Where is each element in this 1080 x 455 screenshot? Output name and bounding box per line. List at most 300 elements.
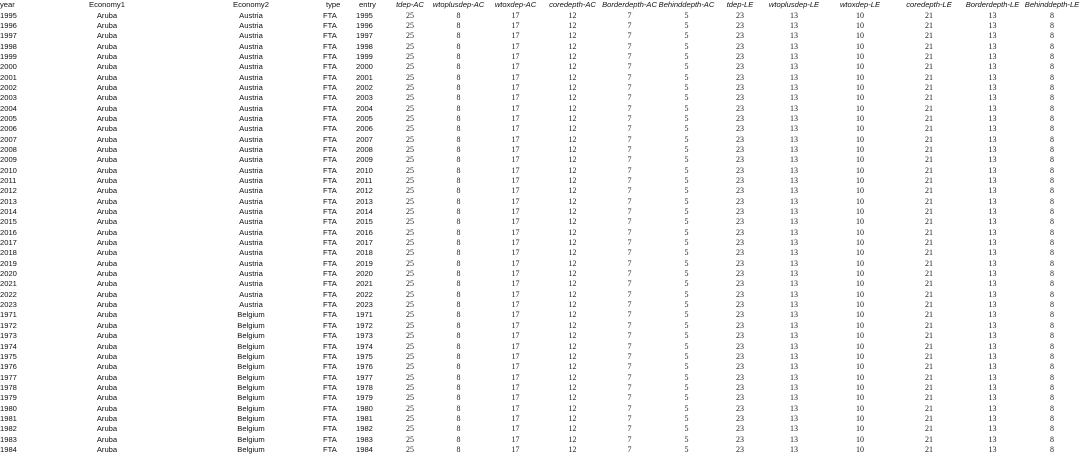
cell-wtoxdep-le[interactable]: 10 <box>856 279 864 289</box>
cell-economy1[interactable]: Aruba <box>96 248 118 258</box>
cell-type[interactable]: FTA <box>323 403 337 413</box>
cell-wtoplusdep-ac[interactable]: 8 <box>456 41 461 51</box>
cell-wtoxdep-le[interactable]: 10 <box>856 165 864 175</box>
cell-economy1[interactable]: Aruba <box>96 134 118 144</box>
col-header-behinddepth-ac[interactable]: Behinddepth-AC <box>658 0 715 10</box>
cell-behinddepth-le[interactable]: 8 <box>1050 269 1054 279</box>
cell-entry[interactable]: 2005 <box>356 113 373 123</box>
col-header-tdep-le[interactable]: tdep-LE <box>726 0 754 10</box>
cell-wtoxdep-ac[interactable]: 17 <box>511 248 520 258</box>
cell-economy1[interactable]: Aruba <box>96 176 118 186</box>
cell-wtoplusdep-le[interactable]: 13 <box>790 103 798 113</box>
cell-wtoxdep-ac[interactable]: 17 <box>511 351 520 361</box>
cell-coredepth-ac[interactable]: 12 <box>568 20 577 30</box>
cell-coredepth-ac[interactable]: 12 <box>568 31 577 41</box>
cell-wtoxdep-le[interactable]: 10 <box>856 155 864 165</box>
cell-wtoplusdep-le[interactable]: 13 <box>790 362 798 372</box>
cell-economy2[interactable]: Belgium <box>237 310 265 320</box>
cell-entry[interactable]: 1974 <box>356 341 373 351</box>
cell-year[interactable]: 2016 <box>0 227 17 237</box>
cell-year[interactable]: 1996 <box>0 20 17 30</box>
cell-coredepth-le[interactable]: 21 <box>925 331 933 341</box>
cell-behinddepth-ac[interactable]: 5 <box>684 434 689 444</box>
cell-borderdepth-le[interactable]: 13 <box>988 382 997 392</box>
cell-wtoxdep-ac[interactable]: 17 <box>511 93 520 103</box>
cell-economy2[interactable]: Belgium <box>237 351 265 361</box>
cell-wtoplusdep-le[interactable]: 13 <box>790 207 798 217</box>
cell-borderdepth-ac[interactable]: 7 <box>627 310 632 320</box>
cell-tdep-ac[interactable]: 25 <box>406 413 414 423</box>
cell-entry[interactable]: 1977 <box>356 372 373 382</box>
cell-coredepth-le[interactable]: 21 <box>925 134 933 144</box>
cell-wtoplusdep-le[interactable]: 13 <box>790 393 798 403</box>
cell-year[interactable]: 2010 <box>0 165 17 175</box>
cell-behinddepth-le[interactable]: 8 <box>1050 300 1054 310</box>
cell-tdep-ac[interactable]: 25 <box>406 196 414 206</box>
cell-borderdepth-ac[interactable]: 7 <box>627 134 632 144</box>
cell-type[interactable]: FTA <box>323 176 337 186</box>
cell-tdep-le[interactable]: 23 <box>736 217 744 227</box>
cell-coredepth-le[interactable]: 21 <box>925 403 933 413</box>
cell-borderdepth-le[interactable]: 13 <box>988 165 997 175</box>
cell-coredepth-ac[interactable]: 12 <box>568 124 577 134</box>
cell-wtoxdep-le[interactable]: 10 <box>856 186 864 196</box>
cell-behinddepth-ac[interactable]: 5 <box>684 289 689 299</box>
cell-entry[interactable]: 2020 <box>356 269 373 279</box>
cell-coredepth-le[interactable]: 21 <box>925 165 933 175</box>
cell-wtoxdep-ac[interactable]: 17 <box>511 51 520 61</box>
cell-wtoxdep-ac[interactable]: 17 <box>511 227 520 237</box>
cell-behinddepth-ac[interactable]: 5 <box>684 320 689 330</box>
cell-type[interactable]: FTA <box>323 341 337 351</box>
cell-coredepth-le[interactable]: 21 <box>925 196 933 206</box>
cell-wtoplusdep-le[interactable]: 13 <box>790 372 798 382</box>
cell-type[interactable]: FTA <box>323 10 337 20</box>
cell-borderdepth-le[interactable]: 13 <box>988 176 997 186</box>
cell-wtoplusdep-ac[interactable]: 8 <box>456 310 461 320</box>
cell-tdep-le[interactable]: 23 <box>736 279 744 289</box>
cell-economy1[interactable]: Aruba <box>96 393 118 403</box>
cell-wtoplusdep-le[interactable]: 13 <box>790 279 798 289</box>
cell-coredepth-ac[interactable]: 12 <box>568 434 577 444</box>
cell-economy2[interactable]: Austria <box>239 124 263 134</box>
cell-borderdepth-le[interactable]: 13 <box>988 310 997 320</box>
cell-economy1[interactable]: Aruba <box>96 31 118 41</box>
cell-coredepth-ac[interactable]: 12 <box>568 51 577 61</box>
cell-tdep-ac[interactable]: 25 <box>406 134 414 144</box>
cell-tdep-ac[interactable]: 25 <box>406 393 414 403</box>
cell-economy2[interactable]: Austria <box>239 134 263 144</box>
cell-wtoxdep-le[interactable]: 10 <box>856 176 864 186</box>
cell-tdep-le[interactable]: 23 <box>736 351 744 361</box>
cell-behinddepth-le[interactable]: 8 <box>1050 403 1054 413</box>
cell-coredepth-le[interactable]: 21 <box>925 320 933 330</box>
cell-behinddepth-le[interactable]: 8 <box>1050 62 1054 72</box>
cell-wtoplusdep-le[interactable]: 13 <box>790 134 798 144</box>
cell-coredepth-ac[interactable]: 12 <box>568 113 577 123</box>
col-header-tdep-ac[interactable]: tdep-AC <box>396 0 424 10</box>
cell-wtoplusdep-le[interactable]: 13 <box>790 269 798 279</box>
cell-behinddepth-ac[interactable]: 5 <box>684 382 689 392</box>
cell-wtoplusdep-ac[interactable]: 8 <box>456 331 461 341</box>
cell-tdep-le[interactable]: 23 <box>736 238 744 248</box>
cell-tdep-ac[interactable]: 25 <box>406 362 414 372</box>
cell-year[interactable]: 2017 <box>0 238 17 248</box>
cell-type[interactable]: FTA <box>323 413 337 423</box>
cell-behinddepth-le[interactable]: 8 <box>1050 82 1054 92</box>
cell-borderdepth-ac[interactable]: 7 <box>627 82 632 92</box>
cell-wtoplusdep-ac[interactable]: 8 <box>456 20 461 30</box>
cell-behinddepth-le[interactable]: 8 <box>1050 393 1054 403</box>
cell-wtoxdep-ac[interactable]: 17 <box>511 31 520 41</box>
cell-year[interactable]: 1997 <box>0 31 17 41</box>
cell-coredepth-ac[interactable]: 12 <box>568 93 577 103</box>
cell-wtoplusdep-ac[interactable]: 8 <box>456 258 461 268</box>
cell-entry[interactable]: 2002 <box>356 82 373 92</box>
cell-type[interactable]: FTA <box>323 62 337 72</box>
cell-economy1[interactable]: Aruba <box>96 289 118 299</box>
cell-coredepth-ac[interactable]: 12 <box>568 331 577 341</box>
cell-behinddepth-ac[interactable]: 5 <box>684 372 689 382</box>
col-header-coredepth-ac[interactable]: coredepth-AC <box>549 0 596 10</box>
cell-economy1[interactable]: Aruba <box>96 124 118 134</box>
cell-wtoplusdep-ac[interactable]: 8 <box>456 444 461 454</box>
cell-wtoplusdep-ac[interactable]: 8 <box>456 134 461 144</box>
cell-economy1[interactable]: Aruba <box>96 382 118 392</box>
cell-year[interactable]: 2006 <box>0 124 17 134</box>
cell-tdep-ac[interactable]: 25 <box>406 31 414 41</box>
cell-tdep-le[interactable]: 23 <box>736 258 744 268</box>
cell-behinddepth-le[interactable]: 8 <box>1050 31 1054 41</box>
cell-borderdepth-ac[interactable]: 7 <box>627 72 632 82</box>
cell-economy2[interactable]: Austria <box>239 144 263 154</box>
cell-coredepth-ac[interactable]: 12 <box>568 424 577 434</box>
cell-tdep-le[interactable]: 23 <box>736 413 744 423</box>
cell-borderdepth-ac[interactable]: 7 <box>627 207 632 217</box>
cell-borderdepth-ac[interactable]: 7 <box>627 165 632 175</box>
col-header-wtoxdep-le[interactable]: wtoxdep-LE <box>839 0 881 10</box>
cell-economy1[interactable]: Aruba <box>96 227 118 237</box>
cell-borderdepth-le[interactable]: 13 <box>988 248 997 258</box>
cell-wtoplusdep-le[interactable]: 13 <box>790 227 798 237</box>
cell-behinddepth-le[interactable]: 8 <box>1050 20 1054 30</box>
cell-borderdepth-ac[interactable]: 7 <box>627 393 632 403</box>
cell-wtoxdep-le[interactable]: 10 <box>856 51 864 61</box>
cell-tdep-le[interactable]: 23 <box>736 444 744 454</box>
cell-behinddepth-le[interactable]: 8 <box>1050 279 1054 289</box>
cell-type[interactable]: FTA <box>323 320 337 330</box>
cell-wtoxdep-le[interactable]: 10 <box>856 207 864 217</box>
cell-behinddepth-ac[interactable]: 5 <box>684 155 689 165</box>
cell-wtoxdep-ac[interactable]: 17 <box>511 144 520 154</box>
cell-wtoxdep-le[interactable]: 10 <box>856 93 864 103</box>
cell-tdep-le[interactable]: 23 <box>736 165 744 175</box>
cell-tdep-ac[interactable]: 25 <box>406 320 414 330</box>
cell-entry[interactable]: 1975 <box>356 351 373 361</box>
cell-wtoxdep-le[interactable]: 10 <box>856 144 864 154</box>
cell-wtoplusdep-le[interactable]: 13 <box>790 93 798 103</box>
cell-wtoplusdep-le[interactable]: 13 <box>790 124 798 134</box>
cell-tdep-ac[interactable]: 25 <box>406 424 414 434</box>
cell-tdep-ac[interactable]: 25 <box>406 444 414 454</box>
cell-borderdepth-le[interactable]: 13 <box>988 279 997 289</box>
cell-year[interactable]: 2018 <box>0 248 17 258</box>
cell-year[interactable]: 2003 <box>0 93 17 103</box>
cell-wtoplusdep-ac[interactable]: 8 <box>456 155 461 165</box>
cell-behinddepth-le[interactable]: 8 <box>1050 217 1054 227</box>
cell-economy2[interactable]: Austria <box>239 31 263 41</box>
cell-wtoplusdep-le[interactable]: 13 <box>790 289 798 299</box>
cell-economy2[interactable]: Austria <box>239 279 263 289</box>
cell-behinddepth-ac[interactable]: 5 <box>684 424 689 434</box>
cell-economy1[interactable]: Aruba <box>96 413 118 423</box>
cell-coredepth-le[interactable]: 21 <box>925 238 933 248</box>
cell-behinddepth-le[interactable]: 8 <box>1050 124 1054 134</box>
cell-wtoxdep-ac[interactable]: 17 <box>511 300 520 310</box>
cell-tdep-le[interactable]: 23 <box>736 176 744 186</box>
cell-borderdepth-le[interactable]: 13 <box>988 103 997 113</box>
cell-wtoxdep-le[interactable]: 10 <box>856 41 864 51</box>
cell-wtoxdep-ac[interactable]: 17 <box>511 341 520 351</box>
cell-entry[interactable]: 2023 <box>356 300 373 310</box>
cell-borderdepth-ac[interactable]: 7 <box>627 362 632 372</box>
cell-borderdepth-ac[interactable]: 7 <box>627 424 632 434</box>
cell-wtoxdep-ac[interactable]: 17 <box>511 238 520 248</box>
cell-type[interactable]: FTA <box>323 382 337 392</box>
cell-year[interactable]: 2002 <box>0 82 17 92</box>
cell-tdep-le[interactable]: 23 <box>736 155 744 165</box>
cell-year[interactable]: 2020 <box>0 269 17 279</box>
cell-year[interactable]: 1979 <box>0 393 17 403</box>
cell-tdep-ac[interactable]: 25 <box>406 155 414 165</box>
cell-wtoplusdep-le[interactable]: 13 <box>790 331 798 341</box>
cell-entry[interactable]: 2014 <box>356 207 373 217</box>
cell-behinddepth-ac[interactable]: 5 <box>684 10 689 20</box>
cell-borderdepth-le[interactable]: 13 <box>988 155 997 165</box>
col-header-year[interactable]: year <box>0 0 15 10</box>
cell-wtoxdep-ac[interactable]: 17 <box>511 82 520 92</box>
cell-tdep-ac[interactable]: 25 <box>406 403 414 413</box>
cell-entry[interactable]: 1995 <box>356 10 373 20</box>
cell-economy1[interactable]: Aruba <box>96 207 118 217</box>
cell-borderdepth-le[interactable]: 13 <box>988 207 997 217</box>
cell-behinddepth-ac[interactable]: 5 <box>684 51 689 61</box>
cell-wtoxdep-ac[interactable]: 17 <box>511 10 520 20</box>
cell-economy2[interactable]: Austria <box>239 20 263 30</box>
cell-wtoxdep-ac[interactable]: 17 <box>511 134 520 144</box>
cell-economy1[interactable]: Aruba <box>96 165 118 175</box>
cell-borderdepth-ac[interactable]: 7 <box>627 113 632 123</box>
cell-behinddepth-ac[interactable]: 5 <box>684 300 689 310</box>
cell-entry[interactable]: 2010 <box>356 165 373 175</box>
cell-wtoxdep-ac[interactable]: 17 <box>511 217 520 227</box>
cell-borderdepth-ac[interactable]: 7 <box>627 227 632 237</box>
cell-economy1[interactable]: Aruba <box>96 10 118 20</box>
cell-borderdepth-le[interactable]: 13 <box>988 93 997 103</box>
cell-economy2[interactable]: Belgium <box>237 372 265 382</box>
cell-wtoplusdep-le[interactable]: 13 <box>790 41 798 51</box>
cell-coredepth-ac[interactable]: 12 <box>568 186 577 196</box>
cell-year[interactable]: 2000 <box>0 62 17 72</box>
cell-coredepth-ac[interactable]: 12 <box>568 207 577 217</box>
cell-wtoplusdep-ac[interactable]: 8 <box>456 351 461 361</box>
cell-borderdepth-ac[interactable]: 7 <box>627 289 632 299</box>
cell-wtoplusdep-ac[interactable]: 8 <box>456 196 461 206</box>
cell-entry[interactable]: 2021 <box>356 279 373 289</box>
cell-economy1[interactable]: Aruba <box>96 72 118 82</box>
cell-coredepth-ac[interactable]: 12 <box>568 217 577 227</box>
cell-wtoplusdep-ac[interactable]: 8 <box>456 72 461 82</box>
cell-borderdepth-ac[interactable]: 7 <box>627 351 632 361</box>
cell-wtoxdep-ac[interactable]: 17 <box>511 372 520 382</box>
cell-wtoplusdep-ac[interactable]: 8 <box>456 51 461 61</box>
cell-wtoplusdep-ac[interactable]: 8 <box>456 248 461 258</box>
cell-borderdepth-le[interactable]: 13 <box>988 10 997 20</box>
cell-borderdepth-ac[interactable]: 7 <box>627 403 632 413</box>
cell-wtoxdep-le[interactable]: 10 <box>856 82 864 92</box>
cell-behinddepth-ac[interactable]: 5 <box>684 144 689 154</box>
cell-wtoxdep-le[interactable]: 10 <box>856 10 864 20</box>
cell-wtoplusdep-le[interactable]: 13 <box>790 186 798 196</box>
cell-economy2[interactable]: Austria <box>239 289 263 299</box>
cell-wtoxdep-ac[interactable]: 17 <box>511 41 520 51</box>
cell-type[interactable]: FTA <box>323 258 337 268</box>
cell-behinddepth-le[interactable]: 8 <box>1050 165 1054 175</box>
cell-tdep-ac[interactable]: 25 <box>406 10 414 20</box>
cell-type[interactable]: FTA <box>323 196 337 206</box>
cell-behinddepth-ac[interactable]: 5 <box>684 238 689 248</box>
cell-coredepth-le[interactable]: 21 <box>925 372 933 382</box>
cell-tdep-le[interactable]: 23 <box>736 51 744 61</box>
cell-borderdepth-ac[interactable]: 7 <box>627 434 632 444</box>
cell-wtoplusdep-ac[interactable]: 8 <box>456 238 461 248</box>
cell-year[interactable]: 2011 <box>0 176 17 186</box>
cell-coredepth-ac[interactable]: 12 <box>568 403 577 413</box>
cell-behinddepth-ac[interactable]: 5 <box>684 72 689 82</box>
cell-coredepth-ac[interactable]: 12 <box>568 362 577 372</box>
cell-wtoplusdep-ac[interactable]: 8 <box>456 403 461 413</box>
cell-behinddepth-ac[interactable]: 5 <box>684 341 689 351</box>
cell-coredepth-le[interactable]: 21 <box>925 31 933 41</box>
cell-coredepth-le[interactable]: 21 <box>925 186 933 196</box>
cell-year[interactable]: 2004 <box>0 103 17 113</box>
cell-borderdepth-ac[interactable]: 7 <box>627 103 632 113</box>
cell-borderdepth-le[interactable]: 13 <box>988 372 997 382</box>
cell-borderdepth-ac[interactable]: 7 <box>627 238 632 248</box>
cell-type[interactable]: FTA <box>323 393 337 403</box>
cell-economy2[interactable]: Austria <box>239 300 263 310</box>
cell-wtoplusdep-ac[interactable]: 8 <box>456 113 461 123</box>
cell-coredepth-ac[interactable]: 12 <box>568 393 577 403</box>
cell-coredepth-le[interactable]: 21 <box>925 341 933 351</box>
cell-tdep-ac[interactable]: 25 <box>406 144 414 154</box>
cell-behinddepth-le[interactable]: 8 <box>1050 144 1054 154</box>
cell-economy2[interactable]: Austria <box>239 82 263 92</box>
cell-type[interactable]: FTA <box>323 72 337 82</box>
col-header-wtoxdep-ac[interactable]: wtoxdep-AC <box>494 0 537 10</box>
cell-wtoxdep-ac[interactable]: 17 <box>511 72 520 82</box>
cell-type[interactable]: FTA <box>323 217 337 227</box>
cell-coredepth-le[interactable]: 21 <box>925 93 933 103</box>
cell-behinddepth-ac[interactable]: 5 <box>684 331 689 341</box>
cell-economy2[interactable]: Belgium <box>237 320 265 330</box>
cell-wtoplusdep-le[interactable]: 13 <box>790 165 798 175</box>
cell-wtoplusdep-le[interactable]: 13 <box>790 382 798 392</box>
cell-tdep-ac[interactable]: 25 <box>406 227 414 237</box>
cell-wtoxdep-ac[interactable]: 17 <box>511 186 520 196</box>
cell-behinddepth-ac[interactable]: 5 <box>684 62 689 72</box>
cell-coredepth-ac[interactable]: 12 <box>568 82 577 92</box>
cell-behinddepth-le[interactable]: 8 <box>1050 196 1054 206</box>
cell-wtoplusdep-le[interactable]: 13 <box>790 320 798 330</box>
cell-borderdepth-ac[interactable]: 7 <box>627 320 632 330</box>
cell-borderdepth-ac[interactable]: 7 <box>627 155 632 165</box>
cell-borderdepth-ac[interactable]: 7 <box>627 31 632 41</box>
cell-year[interactable]: 2012 <box>0 186 17 196</box>
cell-economy2[interactable]: Austria <box>239 238 263 248</box>
cell-wtoxdep-le[interactable]: 10 <box>856 248 864 258</box>
cell-borderdepth-le[interactable]: 13 <box>988 351 997 361</box>
cell-economy2[interactable]: Austria <box>239 186 263 196</box>
cell-behinddepth-ac[interactable]: 5 <box>684 403 689 413</box>
cell-tdep-ac[interactable]: 25 <box>406 82 414 92</box>
cell-year[interactable]: 1972 <box>0 320 17 330</box>
cell-economy2[interactable]: Belgium <box>237 341 265 351</box>
cell-wtoxdep-ac[interactable]: 17 <box>511 434 520 444</box>
cell-type[interactable]: FTA <box>323 434 337 444</box>
cell-tdep-ac[interactable]: 25 <box>406 176 414 186</box>
cell-borderdepth-le[interactable]: 13 <box>988 413 997 423</box>
cell-economy1[interactable]: Aruba <box>96 351 118 361</box>
cell-behinddepth-ac[interactable]: 5 <box>684 310 689 320</box>
cell-borderdepth-le[interactable]: 13 <box>988 144 997 154</box>
cell-borderdepth-le[interactable]: 13 <box>988 51 997 61</box>
cell-coredepth-ac[interactable]: 12 <box>568 176 577 186</box>
cell-behinddepth-le[interactable]: 8 <box>1050 103 1054 113</box>
cell-behinddepth-ac[interactable]: 5 <box>684 186 689 196</box>
cell-tdep-ac[interactable]: 25 <box>406 331 414 341</box>
cell-borderdepth-ac[interactable]: 7 <box>627 186 632 196</box>
cell-year[interactable]: 1984 <box>0 444 17 454</box>
cell-borderdepth-ac[interactable]: 7 <box>627 196 632 206</box>
cell-coredepth-ac[interactable]: 12 <box>568 248 577 258</box>
cell-tdep-le[interactable]: 23 <box>736 424 744 434</box>
cell-year[interactable]: 1973 <box>0 331 17 341</box>
cell-wtoplusdep-le[interactable]: 13 <box>790 403 798 413</box>
cell-behinddepth-ac[interactable]: 5 <box>684 444 689 454</box>
cell-economy1[interactable]: Aruba <box>96 372 118 382</box>
cell-entry[interactable]: 2004 <box>356 103 373 113</box>
cell-wtoplusdep-ac[interactable]: 8 <box>456 103 461 113</box>
cell-wtoplusdep-ac[interactable]: 8 <box>456 269 461 279</box>
cell-tdep-ac[interactable]: 25 <box>406 258 414 268</box>
cell-coredepth-le[interactable]: 21 <box>925 424 933 434</box>
cell-wtoplusdep-le[interactable]: 13 <box>790 413 798 423</box>
cell-borderdepth-ac[interactable]: 7 <box>627 41 632 51</box>
cell-tdep-ac[interactable]: 25 <box>406 238 414 248</box>
cell-coredepth-le[interactable]: 21 <box>925 41 933 51</box>
cell-borderdepth-le[interactable]: 13 <box>988 196 997 206</box>
cell-entry[interactable]: 1996 <box>356 20 373 30</box>
cell-economy2[interactable]: Austria <box>239 196 263 206</box>
cell-type[interactable]: FTA <box>323 424 337 434</box>
cell-tdep-ac[interactable]: 25 <box>406 186 414 196</box>
cell-borderdepth-ac[interactable]: 7 <box>627 62 632 72</box>
cell-year[interactable]: 2022 <box>0 289 17 299</box>
cell-behinddepth-ac[interactable]: 5 <box>684 134 689 144</box>
cell-behinddepth-le[interactable]: 8 <box>1050 331 1054 341</box>
cell-economy2[interactable]: Austria <box>239 62 263 72</box>
